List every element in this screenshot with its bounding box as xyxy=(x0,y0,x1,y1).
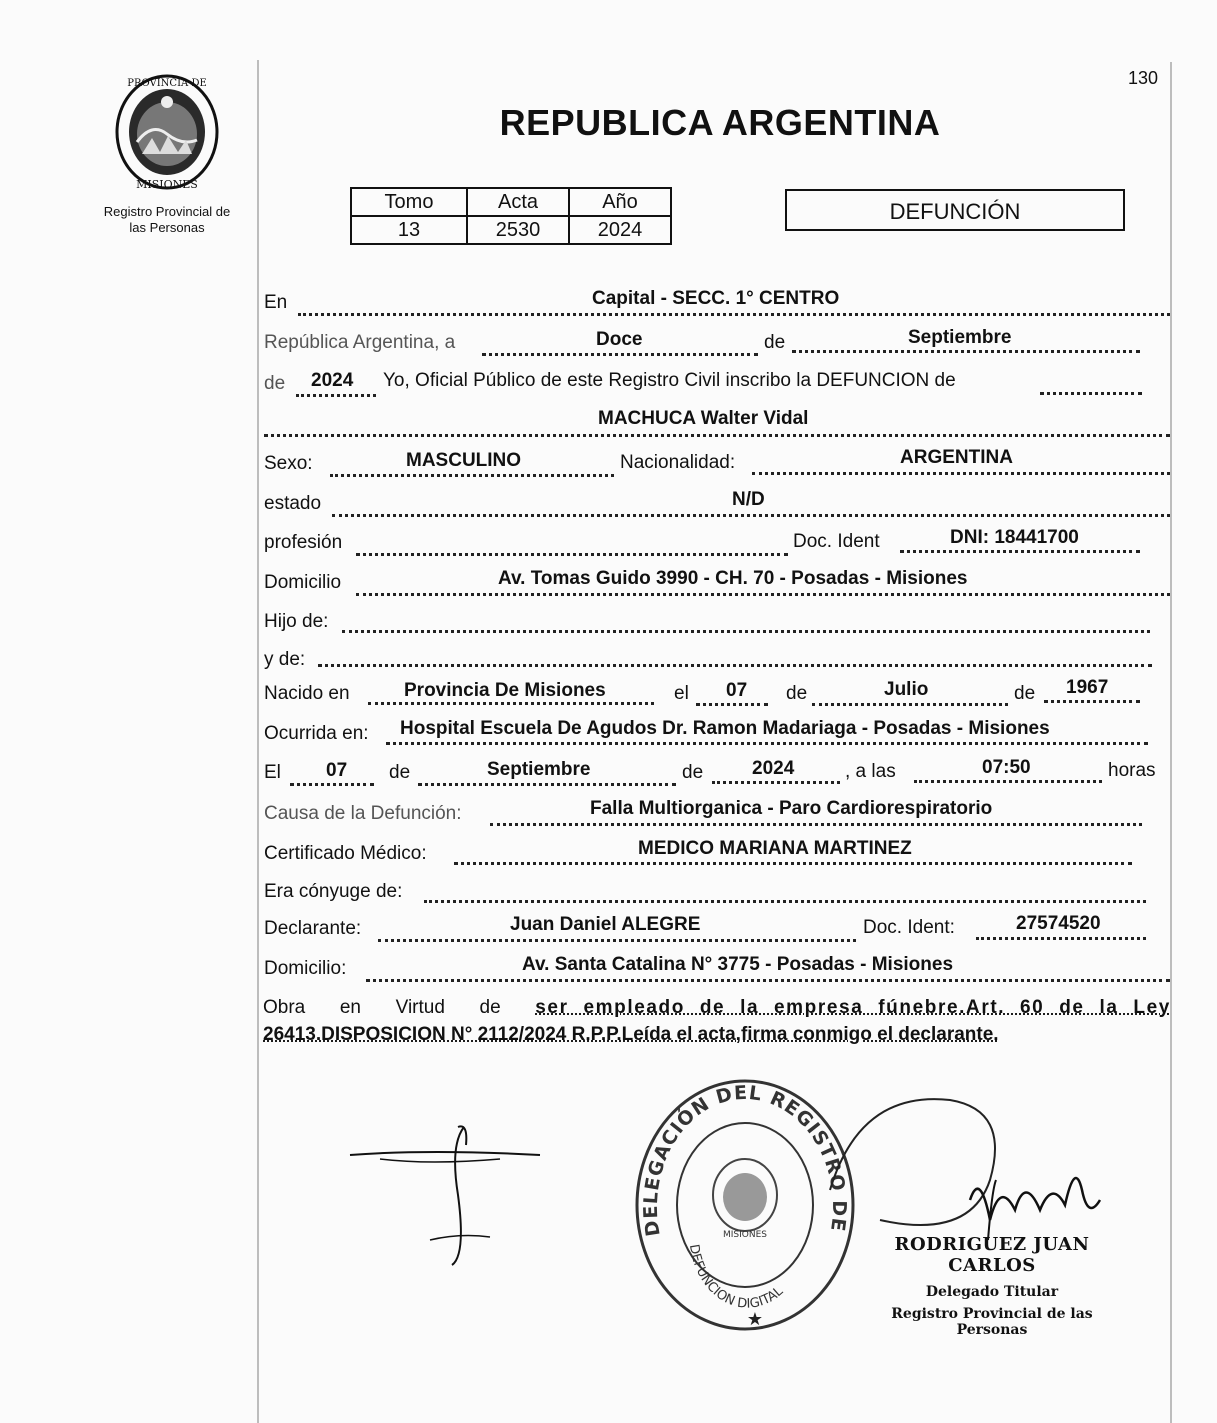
acta-value: 2530 xyxy=(467,216,569,244)
dotline-mes xyxy=(792,350,1140,353)
dotline-def-mes xyxy=(418,783,676,786)
value-declarante-doc: 27574520 xyxy=(1016,913,1101,934)
value-mes: Septiembre xyxy=(908,327,1012,348)
dotline-nac-mes xyxy=(812,703,1008,706)
seal-text-bottom: MISIONES xyxy=(136,178,198,191)
value-declarante-domicilio: Av. Santa Catalina N° 3775 - Posadas - Misiones xyxy=(522,954,954,975)
label-y-de: y de: xyxy=(264,649,306,670)
acta-header: Acta xyxy=(467,188,569,216)
dotline-ocurrida-en xyxy=(386,742,1148,745)
label-estado: estado xyxy=(264,493,322,514)
dotline-def-hora xyxy=(914,780,1102,783)
label-hijo-de: Hijo de: xyxy=(264,611,329,632)
value-nacionalidad: ARGENTINA xyxy=(900,447,1013,468)
value-nombre: MACHUCA Walter Vidal xyxy=(598,408,809,429)
value-nac-anio: 1967 xyxy=(1066,677,1109,698)
dotline-y-de xyxy=(318,664,1152,667)
dotline-nombre xyxy=(264,434,1170,437)
label-de-nac-mes: de xyxy=(786,683,808,704)
label-el-nac: el xyxy=(674,683,689,704)
stamp-center-text: MISIONES xyxy=(722,1230,768,1240)
registry-label-line2: las Personas xyxy=(129,220,205,235)
dotline-def-dia xyxy=(290,783,374,786)
dotline-hijo-de xyxy=(342,630,1150,633)
book-value-row xyxy=(351,216,671,244)
obra-value-line-2: 26413.DISPOSICION N° 2112/2024 R.P.P.Leída el acta,firma conmigo el declarante. xyxy=(263,1024,999,1045)
registry-label-line1: Registro Provincial de xyxy=(103,204,231,219)
dotline-profesion xyxy=(356,553,788,556)
value-dia: Doce xyxy=(596,329,643,350)
value-certificado: MEDICO MARIANA MARTINEZ xyxy=(638,838,912,859)
label-de-def-mes: de xyxy=(389,762,411,783)
value-causa: Falla Multiorganica - Paro Cardiorespiratorio xyxy=(590,798,993,819)
value-nac-dia: 07 xyxy=(726,680,748,701)
label-inscripcion: Yo, Oficial Público de este Registro Civil inscribo la DEFUNCION de xyxy=(383,370,956,391)
label-republica: República Argentina, a xyxy=(264,332,456,353)
act-type-box: DEFUNCIÓN xyxy=(785,189,1125,231)
label-de-mes: de xyxy=(764,332,786,353)
value-nacido-en: Provincia De Misiones xyxy=(404,680,606,701)
official-role: Delegado Titular xyxy=(925,1284,1059,1300)
value-estado: N/D xyxy=(732,489,765,510)
label-nacionalidad: Nacionalidad: xyxy=(620,452,736,473)
book-header-row xyxy=(351,188,671,216)
obra-word-1: Obra xyxy=(263,997,306,1018)
obra-word-2: en xyxy=(339,997,361,1018)
stamp-inner-text: DEFUNCION DIGITAL xyxy=(685,1243,787,1312)
dotline-anio xyxy=(296,394,376,397)
label-domicilio-declarante: Domicilio: xyxy=(264,958,347,979)
label-domicilio: Domicilio xyxy=(264,572,342,593)
value-def-dia: 07 xyxy=(326,760,348,781)
label-causa: Causa de la Defunción: xyxy=(264,803,462,824)
dotline-nacido-en xyxy=(368,702,654,705)
dotline-nac-dia xyxy=(696,703,768,706)
dotline-sexo xyxy=(330,474,614,477)
value-domicilio: Av. Tomas Guido 3990 - CH. 70 - Posadas - Misiones xyxy=(498,568,968,589)
document-title: REPUBLICA ARGENTINA xyxy=(499,102,941,143)
dotline-nac-anio xyxy=(1044,700,1140,703)
registry-label xyxy=(82,204,252,236)
label-el-def: El xyxy=(264,762,281,783)
label-de-nac-anio: de xyxy=(1014,683,1036,704)
book-reference-table xyxy=(350,187,672,245)
label-a-las: , a las xyxy=(845,761,896,782)
dotline-certificado xyxy=(454,862,1132,865)
label-horas: horas xyxy=(1108,760,1156,781)
official-name: RODRIGUEZ JUAN CARLOS xyxy=(894,1234,1090,1276)
value-lugar: Capital - SECC. 1° CENTRO xyxy=(592,288,840,309)
label-doc-ident-declarante: Doc. Ident: xyxy=(863,917,955,938)
dotline-dia xyxy=(482,353,758,356)
dotline-domicilio xyxy=(356,593,1170,596)
label-de-anio: de xyxy=(264,373,286,394)
label-conyuge: Era cónyuge de: xyxy=(264,881,403,902)
dotline-inscripcion-end xyxy=(1040,392,1142,395)
label-en: En xyxy=(264,292,288,313)
label-declarante: Declarante: xyxy=(264,918,362,939)
left-margin-rule xyxy=(257,60,259,1423)
dotline-def-anio xyxy=(712,781,840,784)
value-anio: 2024 xyxy=(311,370,354,391)
official-block xyxy=(862,1234,1122,1338)
star-icon: ★ xyxy=(746,1309,764,1329)
dotline-declarante xyxy=(378,939,856,942)
declarant-signature xyxy=(340,1115,590,1275)
value-nac-mes: Julio xyxy=(884,679,929,700)
dotline-declarante-doc xyxy=(976,937,1146,940)
right-margin-rule xyxy=(1170,62,1172,1423)
dotline-estado xyxy=(332,514,1170,517)
anio-header: Año xyxy=(569,188,671,216)
label-doc-ident: Doc. Ident xyxy=(793,531,880,552)
dotline-declarante-domicilio xyxy=(366,979,1170,982)
dotline-causa xyxy=(490,823,1142,826)
obra-line-1 xyxy=(263,994,1171,1021)
value-def-anio: 2024 xyxy=(752,758,795,779)
stamp-outer-text: DELEGACIÓN DEL REGISTRO DE xyxy=(639,1081,851,1238)
official-organization: Registro Provincial de las Personas xyxy=(891,1306,1093,1338)
tomo-value: 13 xyxy=(351,216,467,244)
folio-number: 130 xyxy=(1128,68,1159,88)
label-nacido-en: Nacido en xyxy=(264,683,350,704)
obra-value-line-1: ser empleado de la empresa fúnebre.Art. 60 de la Ley xyxy=(535,997,1171,1018)
value-def-hora: 07:50 xyxy=(982,757,1031,778)
anio-value: 2024 xyxy=(569,216,671,244)
label-sexo: Sexo: xyxy=(264,453,313,474)
label-ocurrida-en: Ocurrida en: xyxy=(264,723,369,744)
label-profesion: profesión xyxy=(264,532,343,553)
value-ocurrida-en: Hospital Escuela De Agudos Dr. Ramon Madariaga - Posadas - Misiones xyxy=(400,718,1050,739)
value-declarante: Juan Daniel ALEGRE xyxy=(510,914,701,935)
seal-text-top: PROVINCIA DE xyxy=(127,78,207,89)
dotline-lugar xyxy=(298,313,1170,316)
dotline-nacionalidad xyxy=(752,472,1170,475)
dotline-dni xyxy=(900,550,1140,553)
value-def-mes: Septiembre xyxy=(487,759,591,780)
obra-en-virtud-paragraph xyxy=(263,994,1171,1048)
dotline-conyuge xyxy=(424,900,1146,903)
obra-word-3: Virtud xyxy=(395,997,445,1018)
provincial-seal-logo xyxy=(112,72,222,194)
value-sexo: MASCULINO xyxy=(406,450,522,471)
label-de-def-anio: de xyxy=(682,762,704,783)
svg-text:DEFUNCION DIGITAL xyxy=(686,1243,787,1312)
value-dni: DNI: 18441700 xyxy=(950,527,1079,548)
obra-word-4: de xyxy=(479,997,501,1018)
tomo-header: Tomo xyxy=(351,188,467,216)
label-certificado: Certificado Médico: xyxy=(264,843,427,864)
